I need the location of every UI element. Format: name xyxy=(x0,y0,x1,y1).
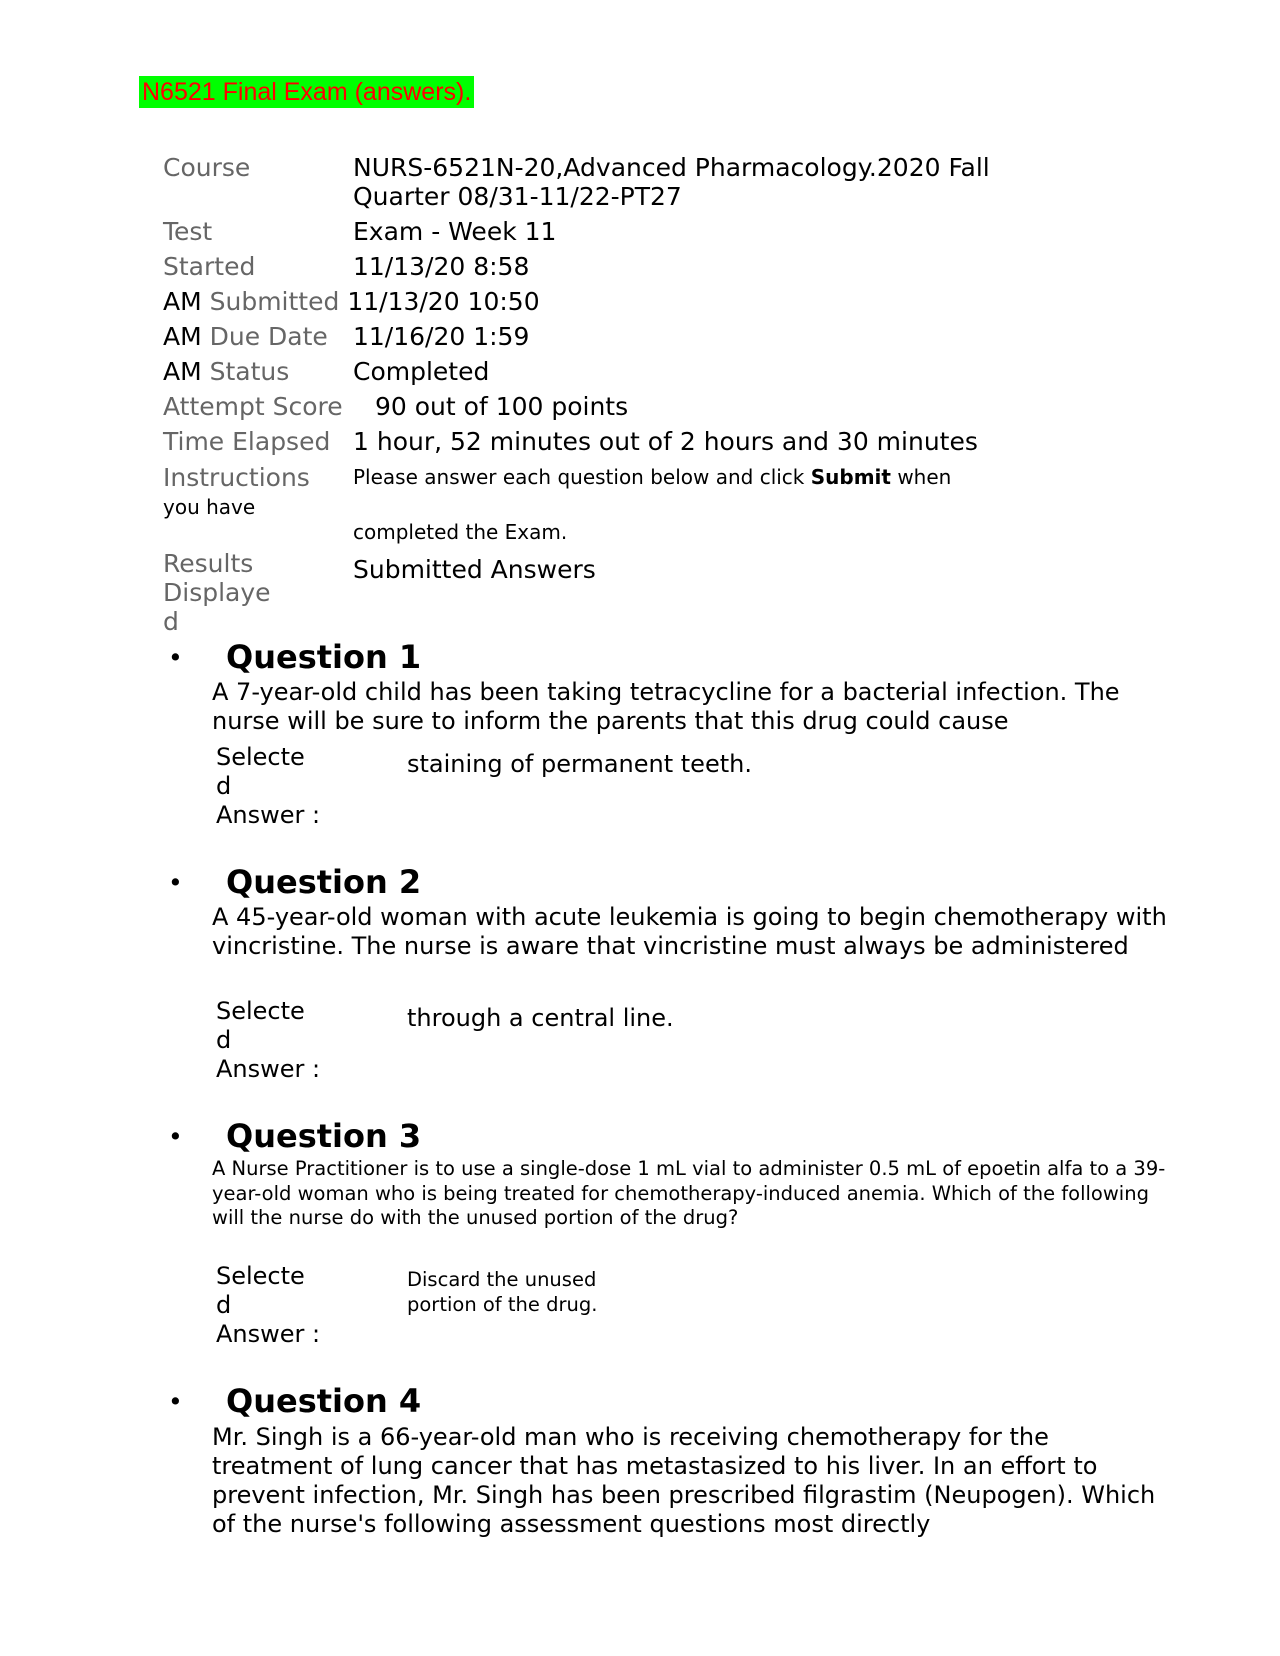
question-title: Question 1 xyxy=(226,638,422,676)
am-prefix: AM xyxy=(163,322,202,351)
status-value: Completed xyxy=(353,357,490,386)
question-text: A Nurse Practitioner is to use a single-dose 1 mL vial to administer 0.5 mL of epoetin alfa to a 39-year-old woman who is being treated for chemotherapy-induced anemia. Which of the following will the nurse do with the unused portion of the drug? xyxy=(212,1157,1166,1229)
instructions-cont: you have xyxy=(163,495,256,519)
am-prefix: AM xyxy=(163,357,202,386)
selected-answer-label: Selecte d Answer : xyxy=(216,743,321,829)
results-label-1: Results xyxy=(163,549,254,578)
started-label: Started xyxy=(163,252,256,281)
selected-answer: through a central line. xyxy=(407,1004,674,1032)
instructions-post: when xyxy=(890,465,952,489)
bullet: • xyxy=(168,1387,183,1416)
selected-answer-label: Selecte d Answer : xyxy=(216,997,321,1083)
results-value: Submitted Answers xyxy=(353,555,596,584)
started-value: 11/13/20 8:58 xyxy=(353,252,530,281)
bullet: • xyxy=(168,1122,183,1151)
elapsed-value: 1 hour, 52 minutes out of 2 hours and 30 minutes xyxy=(353,427,978,456)
selected-answer-label: Selecte d Answer : xyxy=(216,1262,321,1348)
results-label-3: d xyxy=(163,607,179,636)
submitted-value: 11/13/20 10:50 xyxy=(347,287,540,316)
question-title: Question 3 xyxy=(226,1117,422,1155)
am-prefix: AM xyxy=(163,287,202,316)
selected-answer: staining of permanent teeth. xyxy=(407,750,752,778)
instructions-label: Instructions xyxy=(163,463,310,492)
question-text: A 45-year-old woman with acute leukemia is going to begin chemotherapy with vincristine. The nurse is aware that vincristine must always be administered xyxy=(212,903,1167,960)
course-label: Course xyxy=(163,153,251,182)
status-row xyxy=(163,357,289,386)
submitted-label: Submitted xyxy=(209,287,340,316)
instructions-text xyxy=(353,465,951,489)
instructions-line2: completed the Exam. xyxy=(353,520,568,544)
score-label: Attempt Score xyxy=(163,392,343,421)
status-label: Status xyxy=(209,357,290,386)
test-value: Exam - Week 11 xyxy=(353,217,557,246)
due-row xyxy=(163,322,328,351)
question-text: A 7-year-old child has been taking tetracycline for a bacterial infection. The nurse will be sure to inform the parents that this drug could cause xyxy=(212,678,1120,735)
test-label: Test xyxy=(163,217,213,246)
instructions-pre: Please answer each question below and click xyxy=(353,465,811,489)
elapsed-label: Time Elapsed xyxy=(163,427,331,456)
bullet: • xyxy=(168,643,183,672)
course-value-line1: NURS-6521N-20,Advanced Pharmacology.2020 Fall xyxy=(353,153,990,182)
question-title: Question 2 xyxy=(226,863,422,901)
selected-answer: Discard the unused portion of the drug. xyxy=(407,1268,598,1316)
submitted-row xyxy=(163,287,540,316)
question-title: Question 4 xyxy=(226,1382,422,1420)
score-value: 90 out of 100 points xyxy=(375,392,629,421)
question-text: Mr. Singh is a 66-year-old man who is receiving chemotherapy for the treatment of lung cancer that has metastasized to his liver. In an effort to prevent infection, Mr. Singh has been prescribed filgrastim (Neupogen). Which of the nurse's following assessment questions most directly xyxy=(212,1423,1156,1538)
course-value-line2: Quarter 08/31-11/22-PT27 xyxy=(353,182,682,211)
results-label-2: Displaye xyxy=(163,578,271,607)
bullet: • xyxy=(168,868,183,897)
due-value: 11/16/20 1:59 xyxy=(353,322,530,351)
document-title: N6521 Final Exam (answers). xyxy=(139,76,474,108)
due-label: Due Date xyxy=(209,322,328,351)
instructions-bold: Submit xyxy=(810,465,891,489)
